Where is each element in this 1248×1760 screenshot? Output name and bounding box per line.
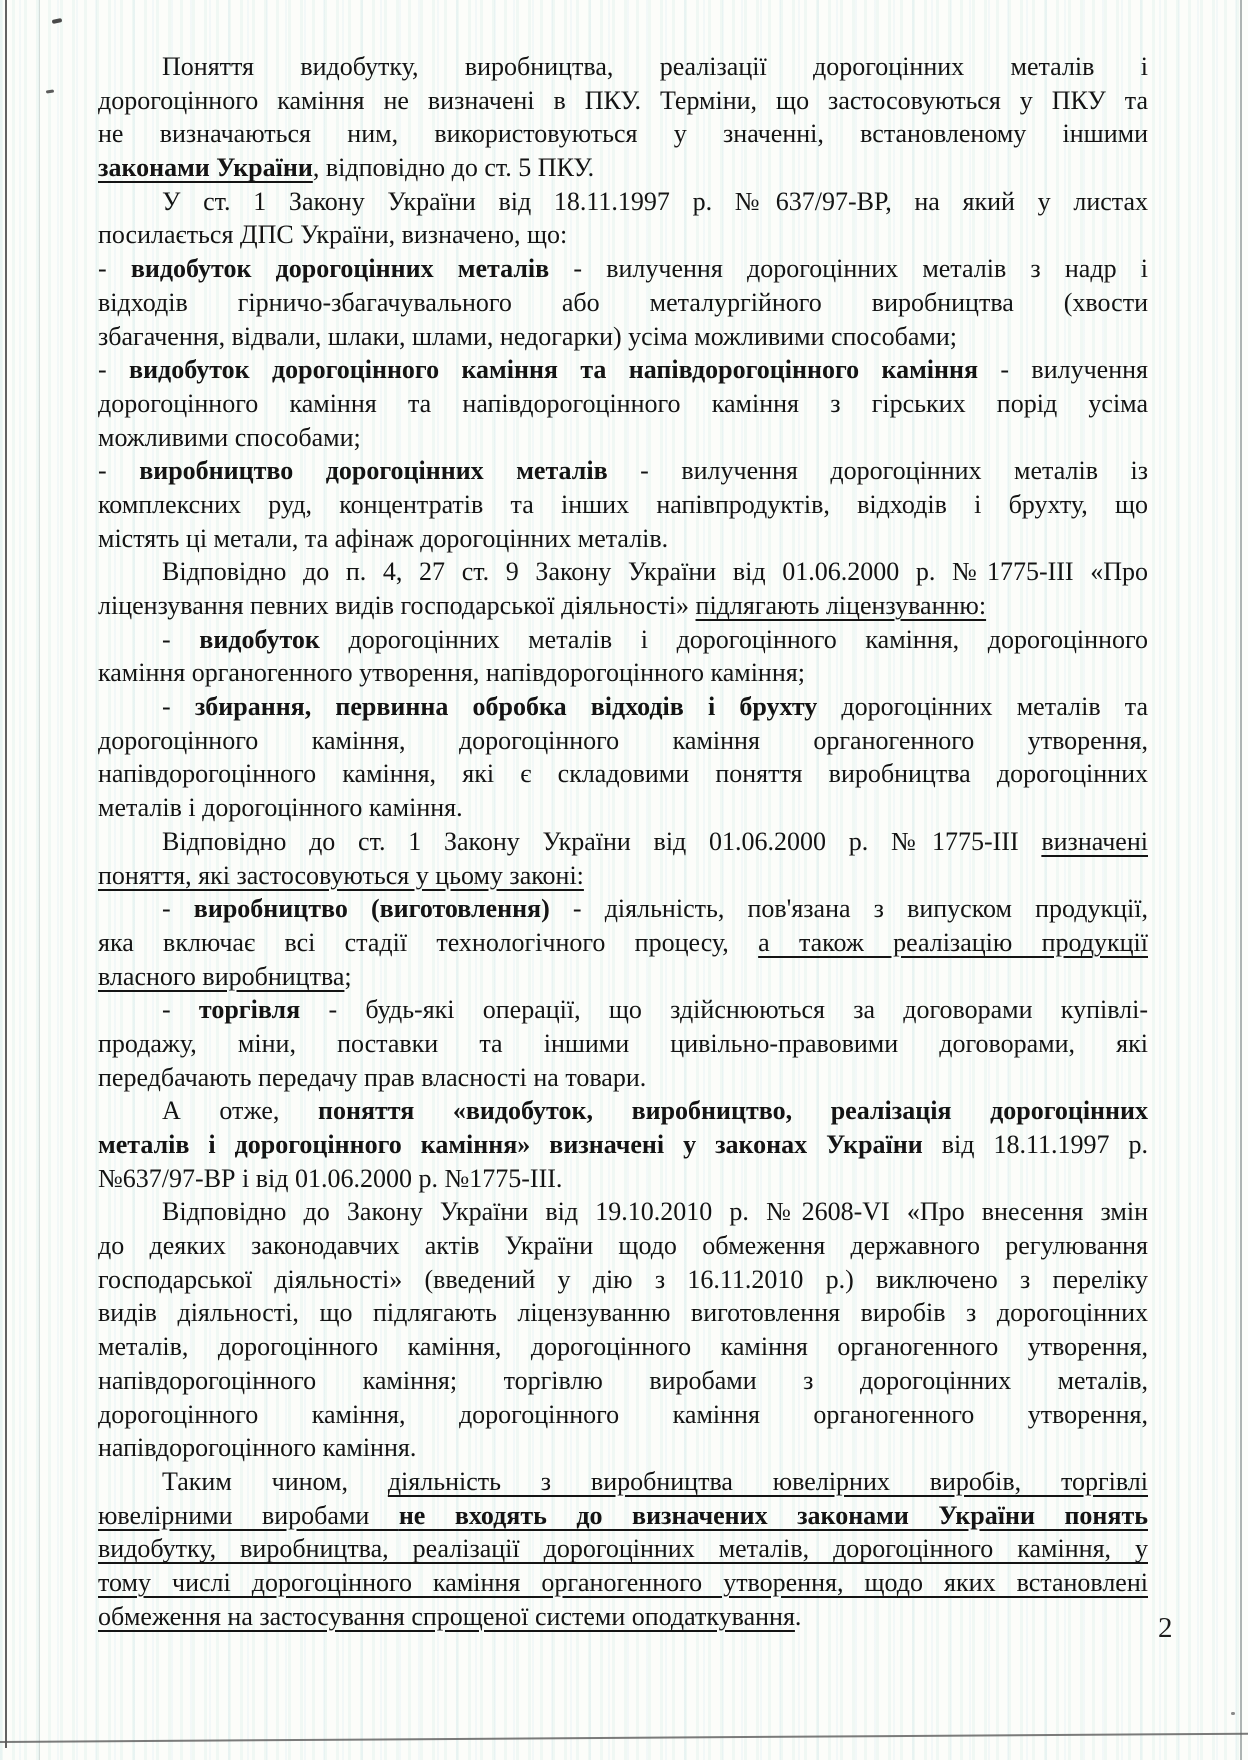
text-segment: комплексних руд, концентратів та інших напівпродуктів, відходів і брухту, що [98, 489, 1148, 519]
text-segment: дорогоцінного каміння не визначені в ПКУ. Терміни, що застосовуються у ПКУ та [98, 85, 1148, 115]
text-segment: Відповідно до п. 4, 27 ст. 9 Закону України від 01.06.2000 р. №1775-III «Про [162, 557, 1148, 587]
text-segment: - [98, 355, 130, 385]
text-segment: - [98, 254, 131, 284]
text-segment: дорогоцінних металів і дорогоцінного каміння, дорогоцінного [319, 624, 1148, 654]
text-line [98, 757, 1148, 791]
text-line [98, 50, 1148, 84]
text-line [98, 353, 1148, 387]
text-line [98, 1061, 1148, 1095]
text-line [98, 1499, 1148, 1533]
text-segment: - [98, 456, 140, 486]
text-segment: підлягають ліцензуванню: [695, 591, 987, 620]
text-line [98, 454, 1148, 488]
text-segment: видобутку, виробництва, реалізації дорогоцінних металів, дорогоцінного каміння, у [98, 1534, 1148, 1564]
text-segment: напівдорогоцінного каміння. [98, 1433, 417, 1463]
text-segment: дорогоцінного каміння та напівдорогоцінного каміння з гірських порід усіма [98, 388, 1148, 418]
text-line [98, 1532, 1148, 1566]
text-segment: діяльність з виробництва ювелірних виробів, торгівлі [387, 1466, 1148, 1496]
text-line [98, 421, 1148, 455]
text-segment: власного виробництва [98, 961, 345, 991]
text-segment: , відповідно до ст. 5 ПКУ. [312, 153, 595, 183]
text-segment: не входять до визначених законами України понять [398, 1500, 1148, 1530]
text-line [98, 791, 1148, 825]
text-segment: ; [344, 961, 352, 991]
text-segment: містять ці метали, та афінаж дорогоцінних металів. [98, 523, 669, 553]
text-line [98, 892, 1148, 926]
text-segment: видобуток дорогоцінного каміння та напівдорогоцінного каміння [129, 355, 979, 385]
text-segment: А отже, [162, 1096, 318, 1126]
text-line [98, 1229, 1148, 1263]
text-segment: торгівля [198, 995, 301, 1025]
text-segment: передбачають передачу прав власності на товари. [98, 1062, 647, 1092]
text-line [98, 522, 1148, 556]
text-segment: напівдорогоцінного каміння; торгівлю виробами з дорогоцінних металів, [98, 1365, 1148, 1395]
text-segment: металів, дорогоцінного каміння, дорогоцінного каміння органогенного утворення, [98, 1332, 1148, 1362]
text-segment: дорогоцінних металів та [817, 692, 1148, 722]
text-segment: продажу, міни, поставки та іншими цивільно-правовими договорами, які [98, 1028, 1148, 1058]
text-line [98, 320, 1148, 354]
text-segment: У ст. 1 Закону України від 18.11.1997 р. №637/97-ВР, на який у листах [162, 186, 1148, 216]
text-line [98, 117, 1148, 151]
text-segment: - [162, 894, 194, 924]
text-segment: ліцензування певних видів господарської діяльності» [98, 591, 696, 620]
text-line [98, 589, 1148, 623]
text-segment: збагачення, відвали, шлаки, шлами, недогарки) усіма можливими способами; [98, 321, 957, 351]
text-segment: від 18.11.1997 р. [922, 1130, 1148, 1159]
text-line [98, 623, 1148, 657]
text-line [98, 1162, 1148, 1196]
scan-streak-line [39, 0, 40, 1760]
text-line [98, 656, 1148, 690]
text-line [98, 1263, 1148, 1297]
scan-speck-mark [46, 89, 54, 93]
text-segment: - [162, 692, 195, 722]
text-segment: металів і дорогоцінного каміння. [98, 793, 463, 823]
text-segment: металів і дорогоцінного каміння» визначені у законах України [98, 1130, 923, 1159]
text-segment: виробництво (виготовлення) [193, 894, 550, 924]
text-segment: можливими способами; [98, 422, 361, 452]
text-segment: №637/97-ВР і від 01.06.2000 р. №1775-III. [98, 1163, 563, 1193]
text-line [98, 151, 1148, 185]
text-line [98, 724, 1148, 758]
text-segment: - [162, 624, 200, 654]
text-segment: Поняття видобутку, виробництва, реалізації дорогоцінних металів і [162, 52, 1148, 81]
scan-speck-mark [1231, 1712, 1235, 1715]
text-line [98, 218, 1148, 252]
text-segment: - вилучення [978, 355, 1148, 385]
text-segment: видобуток дорогоцінних металів [130, 254, 550, 284]
text-line [98, 825, 1148, 859]
text-segment: - вилучення дорогоцінних металів із [607, 456, 1148, 486]
text-segment: - будь-які операції, що здійснюються за договорами купівлі- [300, 995, 1148, 1025]
text-line [98, 185, 1148, 219]
text-segment: напівдорогоцінного каміння, які є складовими поняття виробництва дорогоцінних [98, 759, 1148, 789]
text-line [98, 488, 1148, 522]
text-segment: обмеження на застосування спрощеної системи оподаткування [98, 1601, 795, 1631]
text-segment: поняття, які застосовуються у цьому законі: [98, 860, 584, 890]
text-segment: виробництво дорогоцінних металів [139, 456, 608, 486]
text-line [98, 286, 1148, 320]
text-segment: Таким чином, [162, 1466, 388, 1496]
text-segment: тому числі дорогоцінного каміння органогенного утворення, щодо яких встановлені [98, 1567, 1148, 1597]
text-line [98, 1128, 1148, 1162]
text-line [98, 859, 1148, 893]
text-segment: а також реалізацію продукції [758, 927, 1148, 957]
page-number: 2 [1158, 1612, 1173, 1644]
text-line [98, 1094, 1148, 1128]
text-segment: - [162, 995, 199, 1025]
text-segment: - діяльність, пов'язана з випуском продукції, [549, 894, 1148, 924]
text-segment: дорогоцінного каміння, дорогоцінного каміння органогенного утворення, [98, 1399, 1148, 1429]
text-segment: поняття «видобуток, виробництво, реалізація дорогоцінних [317, 1096, 1148, 1126]
text-line [98, 555, 1148, 589]
document-text [98, 50, 1148, 1633]
text-segment: ювелірними виробами [98, 1500, 399, 1530]
text-segment: дорогоцінного каміння, дорогоцінного каміння органогенного утворення, [98, 725, 1148, 755]
text-line [98, 252, 1148, 286]
text-line [98, 1330, 1148, 1364]
text-line [98, 993, 1148, 1027]
text-line [98, 84, 1148, 118]
text-segment: відходів гірничо-збагачувального або металургійного виробництва (хвости [98, 287, 1148, 317]
text-segment: Відповідно до ст. 1 Закону України від 01.06.2000 р. №1775-III [162, 826, 1042, 856]
text-segment: посилається ДПС України, визначено, що: [98, 220, 568, 250]
text-segment: . [794, 1601, 802, 1631]
text-segment: - вилучення дорогоцінних металів з надр і [549, 254, 1148, 284]
text-line [98, 1566, 1148, 1600]
text-segment: видів діяльності, що підлягають ліцензуванню виготовлення виробів з дорогоцінних [98, 1298, 1148, 1328]
text-line [98, 926, 1148, 960]
text-segment: господарської діяльності» (введений у дію з 16.11.2010 р.) виключено з переліку [98, 1264, 1148, 1294]
text-line [98, 1431, 1148, 1465]
text-line [98, 1296, 1148, 1330]
text-line [98, 1398, 1148, 1432]
text-segment: яка включає всі стадії технологічного процесу, [98, 927, 759, 957]
text-line [98, 1465, 1148, 1499]
text-line [98, 387, 1148, 421]
text-segment: каміння органогенного утворення, напівдорогоцінного каміння; [98, 658, 805, 688]
text-line [98, 1027, 1148, 1061]
scan-left-edge-line [5, 0, 7, 1748]
text-segment: збирання, первинна обробка відходів і брухту [194, 692, 818, 722]
scan-right-edge-line [1240, 0, 1242, 1760]
text-segment: видобуток [199, 624, 320, 654]
text-line [98, 1195, 1148, 1229]
scan-bottom-edge-line [0, 1733, 1248, 1743]
text-segment: до деяких законодавчих актів України щодо обмеження державного регулювання [98, 1231, 1148, 1261]
text-line [98, 1364, 1148, 1398]
text-line [98, 960, 1148, 994]
text-segment: не визначаються ним, використовуються у значенні, встановленому іншими [98, 119, 1148, 149]
text-segment: визначені [1041, 826, 1148, 856]
scan-speck-mark [52, 18, 63, 24]
text-line [98, 690, 1148, 724]
text-line [98, 1600, 1148, 1634]
text-segment: Відповідно до Закону України від 19.10.2010 р. №2608-VI «Про внесення змін [162, 1197, 1148, 1227]
text-segment: законами України [98, 153, 313, 183]
